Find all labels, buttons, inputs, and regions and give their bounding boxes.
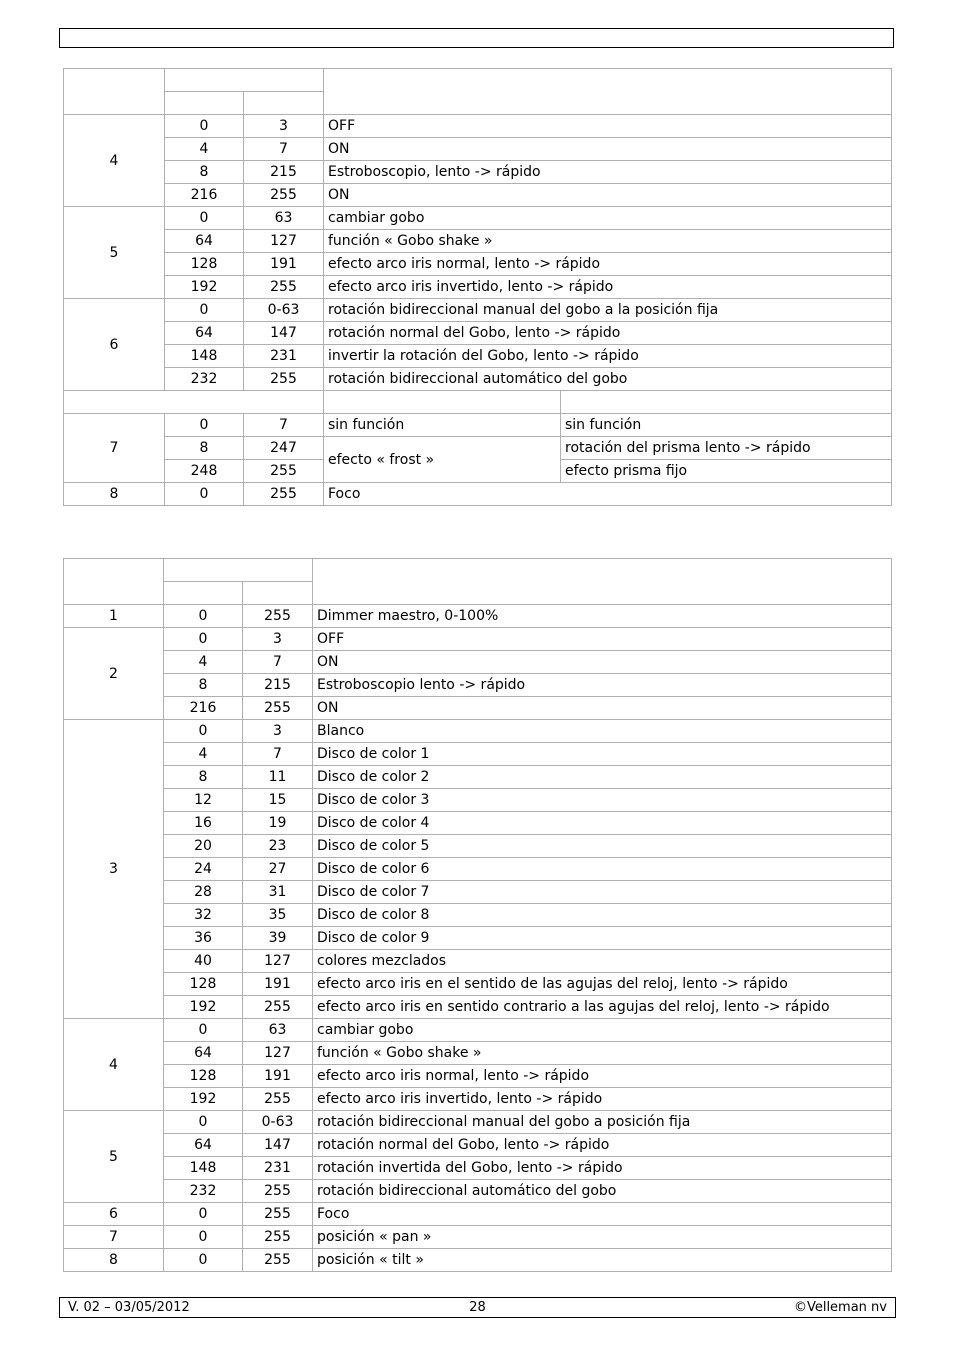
value-from: 40 xyxy=(164,950,243,973)
table-row xyxy=(64,1019,892,1042)
value-from: 216 xyxy=(164,697,243,720)
function-text: posición « pan » xyxy=(313,1226,892,1249)
value-from: 248 xyxy=(165,460,244,483)
value-from: 64 xyxy=(164,1134,243,1157)
value-from: 28 xyxy=(164,881,243,904)
table-row xyxy=(64,184,892,207)
value-to: 19 xyxy=(243,812,313,835)
footer-page-number: 28 xyxy=(469,1300,486,1315)
value-from: 148 xyxy=(164,1157,243,1180)
value-to: 255 xyxy=(243,1180,313,1203)
header-from-cell xyxy=(164,582,243,605)
table-row xyxy=(64,414,892,437)
value-to: 255 xyxy=(243,996,313,1019)
value-from: 32 xyxy=(164,904,243,927)
value-from: 232 xyxy=(164,1180,243,1203)
page-header-box xyxy=(59,28,894,48)
value-from: 12 xyxy=(164,789,243,812)
value-from: 8 xyxy=(164,674,243,697)
value-from: 4 xyxy=(165,138,244,161)
value-from: 16 xyxy=(164,812,243,835)
function-text-alt: rotación del prisma lento -> rápido xyxy=(561,437,892,460)
function-text: rotación bidireccional automático del gobo xyxy=(313,1180,892,1203)
value-to: 191 xyxy=(243,1065,313,1088)
function-text: efecto arco iris invertido, lento -> rápido xyxy=(313,1088,892,1111)
table-row xyxy=(64,1203,892,1226)
table-row xyxy=(64,720,892,743)
table-row xyxy=(64,1088,892,1111)
dmx-table-1 xyxy=(63,68,892,506)
value-from: 0 xyxy=(164,1226,243,1249)
value-to: 255 xyxy=(243,697,313,720)
table-row xyxy=(64,789,892,812)
function-text: cambiar gobo xyxy=(324,207,892,230)
function-text: Foco xyxy=(313,1203,892,1226)
function-text: efecto arco iris en sentido contrario a las agujas del reloj, lento -> rápido xyxy=(313,996,892,1019)
value-from: 36 xyxy=(164,927,243,950)
value-to: 35 xyxy=(243,904,313,927)
value-to: 215 xyxy=(243,674,313,697)
function-text: rotación normal del Gobo, lento -> rápido xyxy=(313,1134,892,1157)
channel-number: 5 xyxy=(64,207,165,299)
table-row xyxy=(64,161,892,184)
value-from: 128 xyxy=(164,1065,243,1088)
table-row xyxy=(64,138,892,161)
table-2-body xyxy=(64,605,892,1272)
table-row xyxy=(64,1226,892,1249)
table-row xyxy=(64,207,892,230)
value-from: 0 xyxy=(164,1111,243,1134)
function-text: Blanco xyxy=(313,720,892,743)
table-row xyxy=(64,835,892,858)
header-value-cell xyxy=(165,69,324,92)
table-row xyxy=(64,743,892,766)
channel-number: 3 xyxy=(64,720,164,1019)
value-to: 63 xyxy=(244,207,324,230)
channel-number: 7 xyxy=(64,414,165,483)
table-row xyxy=(64,973,892,996)
value-to: 255 xyxy=(243,1088,313,1111)
table-row xyxy=(64,345,892,368)
value-to: 147 xyxy=(243,1134,313,1157)
value-to: 247 xyxy=(244,437,324,460)
value-to: 7 xyxy=(244,414,324,437)
function-text: efecto arco iris en el sentido de las agujas del reloj, lento -> rápido xyxy=(313,973,892,996)
value-to: 127 xyxy=(244,230,324,253)
header-value-cell xyxy=(164,559,313,582)
value-from: 0 xyxy=(165,207,244,230)
channel-number: 7 xyxy=(64,1226,164,1249)
function-text: rotación bidireccional automático del gobo xyxy=(324,368,892,391)
function-text: ON xyxy=(324,184,892,207)
function-text: Estroboscopio lento -> rápido xyxy=(313,674,892,697)
table-row xyxy=(64,881,892,904)
value-from: 20 xyxy=(164,835,243,858)
value-from: 0 xyxy=(165,299,244,322)
function-text: colores mezclados xyxy=(313,950,892,973)
section-divider-row xyxy=(64,391,892,414)
function-text: posición « tilt » xyxy=(313,1249,892,1272)
header-to-cell xyxy=(244,92,324,115)
value-from: 128 xyxy=(165,253,244,276)
value-from: 4 xyxy=(164,743,243,766)
value-from: 4 xyxy=(164,651,243,674)
table-row xyxy=(64,253,892,276)
value-to: 7 xyxy=(244,138,324,161)
value-from: 0 xyxy=(164,628,243,651)
table-row xyxy=(64,628,892,651)
function-text: rotación bidireccional manual del gobo a posición fija xyxy=(313,1111,892,1134)
function-text: rotación normal del Gobo, lento -> rápido xyxy=(324,322,892,345)
value-from: 148 xyxy=(165,345,244,368)
value-to: 11 xyxy=(243,766,313,789)
value-to: 3 xyxy=(243,628,313,651)
value-to: 7 xyxy=(243,743,313,766)
value-to: 39 xyxy=(243,927,313,950)
value-from: 0 xyxy=(164,1203,243,1226)
header-channel-cell xyxy=(64,69,165,115)
table-row xyxy=(64,950,892,973)
value-to: 3 xyxy=(243,720,313,743)
table-row xyxy=(64,605,892,628)
value-from: 0 xyxy=(165,483,244,506)
channel-number: 5 xyxy=(64,1111,164,1203)
table-row xyxy=(64,927,892,950)
value-to: 255 xyxy=(243,1249,313,1272)
value-to: 255 xyxy=(243,1226,313,1249)
value-from: 8 xyxy=(165,437,244,460)
function-text: Estroboscopio, lento -> rápido xyxy=(324,161,892,184)
table-row xyxy=(64,115,892,138)
table-row xyxy=(64,368,892,391)
value-to: 255 xyxy=(244,368,324,391)
function-text: Disco de color 9 xyxy=(313,927,892,950)
value-to: 191 xyxy=(243,973,313,996)
function-text: ON xyxy=(324,138,892,161)
value-to: 27 xyxy=(243,858,313,881)
value-to: 231 xyxy=(244,345,324,368)
function-text: efecto « frost » xyxy=(324,437,561,483)
function-text: ON xyxy=(313,651,892,674)
value-to: 127 xyxy=(243,950,313,973)
value-from: 64 xyxy=(164,1042,243,1065)
function-text: ON xyxy=(313,697,892,720)
channel-number: 2 xyxy=(64,628,164,720)
header-function-cell xyxy=(313,559,892,605)
value-to: 255 xyxy=(244,184,324,207)
header-to-cell xyxy=(243,582,313,605)
function-text: función « Gobo shake » xyxy=(313,1042,892,1065)
header-channel-cell xyxy=(64,559,164,605)
function-text: OFF xyxy=(324,115,892,138)
channel-number: 4 xyxy=(64,115,165,207)
value-to: 23 xyxy=(243,835,313,858)
function-text-alt: sin función xyxy=(561,414,892,437)
channel-number: 6 xyxy=(64,299,165,391)
value-from: 0 xyxy=(164,720,243,743)
value-to: 255 xyxy=(243,605,313,628)
value-to: 255 xyxy=(244,483,324,506)
value-to: 127 xyxy=(243,1042,313,1065)
function-text: Disco de color 4 xyxy=(313,812,892,835)
value-to: 31 xyxy=(243,881,313,904)
function-text: efecto arco iris invertido, lento -> rápido xyxy=(324,276,892,299)
function-text: efecto arco iris normal, lento -> rápido xyxy=(324,253,892,276)
value-from: 0 xyxy=(165,115,244,138)
table-row xyxy=(64,1134,892,1157)
value-to: 191 xyxy=(244,253,324,276)
value-from: 192 xyxy=(164,1088,243,1111)
function-text: OFF xyxy=(313,628,892,651)
table-row xyxy=(64,1180,892,1203)
table-row xyxy=(64,1065,892,1088)
value-from: 0 xyxy=(164,605,243,628)
function-text: cambiar gobo xyxy=(313,1019,892,1042)
table-row xyxy=(64,697,892,720)
table-row xyxy=(64,437,892,460)
value-from: 0 xyxy=(165,414,244,437)
function-text: sin función xyxy=(324,414,561,437)
value-from: 8 xyxy=(164,766,243,789)
dmx-table-2 xyxy=(63,558,892,1272)
table-row xyxy=(64,322,892,345)
table-row xyxy=(64,674,892,697)
function-text: Disco de color 1 xyxy=(313,743,892,766)
value-to: 255 xyxy=(244,276,324,299)
value-to: 3 xyxy=(244,115,324,138)
table-row xyxy=(64,1042,892,1065)
function-text: Disco de color 6 xyxy=(313,858,892,881)
function-text: invertir la rotación del Gobo, lento -> rápido xyxy=(324,345,892,368)
header-from-cell xyxy=(165,92,244,115)
table-row xyxy=(64,904,892,927)
table-row xyxy=(64,230,892,253)
table-row xyxy=(64,1157,892,1180)
footer-copyright: ©Velleman nv xyxy=(793,1300,887,1315)
function-text: Disco de color 3 xyxy=(313,789,892,812)
function-text: Foco xyxy=(324,483,892,506)
function-text: Disco de color 2 xyxy=(313,766,892,789)
value-from: 0 xyxy=(164,1019,243,1042)
function-text: Disco de color 5 xyxy=(313,835,892,858)
channel-number: 1 xyxy=(64,605,164,628)
function-text: Disco de color 7 xyxy=(313,881,892,904)
value-from: 192 xyxy=(164,996,243,1019)
table-row xyxy=(64,276,892,299)
value-to: 147 xyxy=(244,322,324,345)
table-row xyxy=(64,858,892,881)
table-row xyxy=(64,299,892,322)
function-text: Dimmer maestro, 0-100% xyxy=(313,605,892,628)
function-text-alt: efecto prisma fijo xyxy=(561,460,892,483)
value-from: 192 xyxy=(165,276,244,299)
function-text: rotación bidireccional manual del gobo a la posición fija xyxy=(324,299,892,322)
value-from: 64 xyxy=(165,322,244,345)
function-text: función « Gobo shake » xyxy=(324,230,892,253)
table-row xyxy=(64,996,892,1019)
value-from: 216 xyxy=(165,184,244,207)
function-text: rotación invertida del Gobo, lento -> rápido xyxy=(313,1157,892,1180)
value-to: 231 xyxy=(243,1157,313,1180)
table-row xyxy=(64,1111,892,1134)
value-to: 0-63 xyxy=(244,299,324,322)
channel-number: 4 xyxy=(64,1019,164,1111)
value-to: 7 xyxy=(243,651,313,674)
channel-number: 6 xyxy=(64,1203,164,1226)
table-row xyxy=(64,812,892,835)
value-to: 63 xyxy=(243,1019,313,1042)
value-from: 128 xyxy=(164,973,243,996)
footer-version: V. 02 – 03/05/2012 xyxy=(68,1300,190,1315)
value-from: 24 xyxy=(164,858,243,881)
table-row xyxy=(64,651,892,674)
value-from: 64 xyxy=(165,230,244,253)
value-to: 15 xyxy=(243,789,313,812)
header-function-cell xyxy=(324,69,892,115)
page-footer xyxy=(59,1297,896,1318)
table-row xyxy=(64,766,892,789)
function-text: Disco de color 8 xyxy=(313,904,892,927)
value-to: 255 xyxy=(244,460,324,483)
function-text: efecto arco iris normal, lento -> rápido xyxy=(313,1065,892,1088)
value-from: 0 xyxy=(164,1249,243,1272)
value-from: 8 xyxy=(165,161,244,184)
channel-number: 8 xyxy=(64,1249,164,1272)
value-from: 232 xyxy=(165,368,244,391)
value-to: 255 xyxy=(243,1203,313,1226)
table-row xyxy=(64,1249,892,1272)
table-row xyxy=(64,483,892,506)
value-to: 0-63 xyxy=(243,1111,313,1134)
channel-number: 8 xyxy=(64,483,165,506)
value-to: 215 xyxy=(244,161,324,184)
